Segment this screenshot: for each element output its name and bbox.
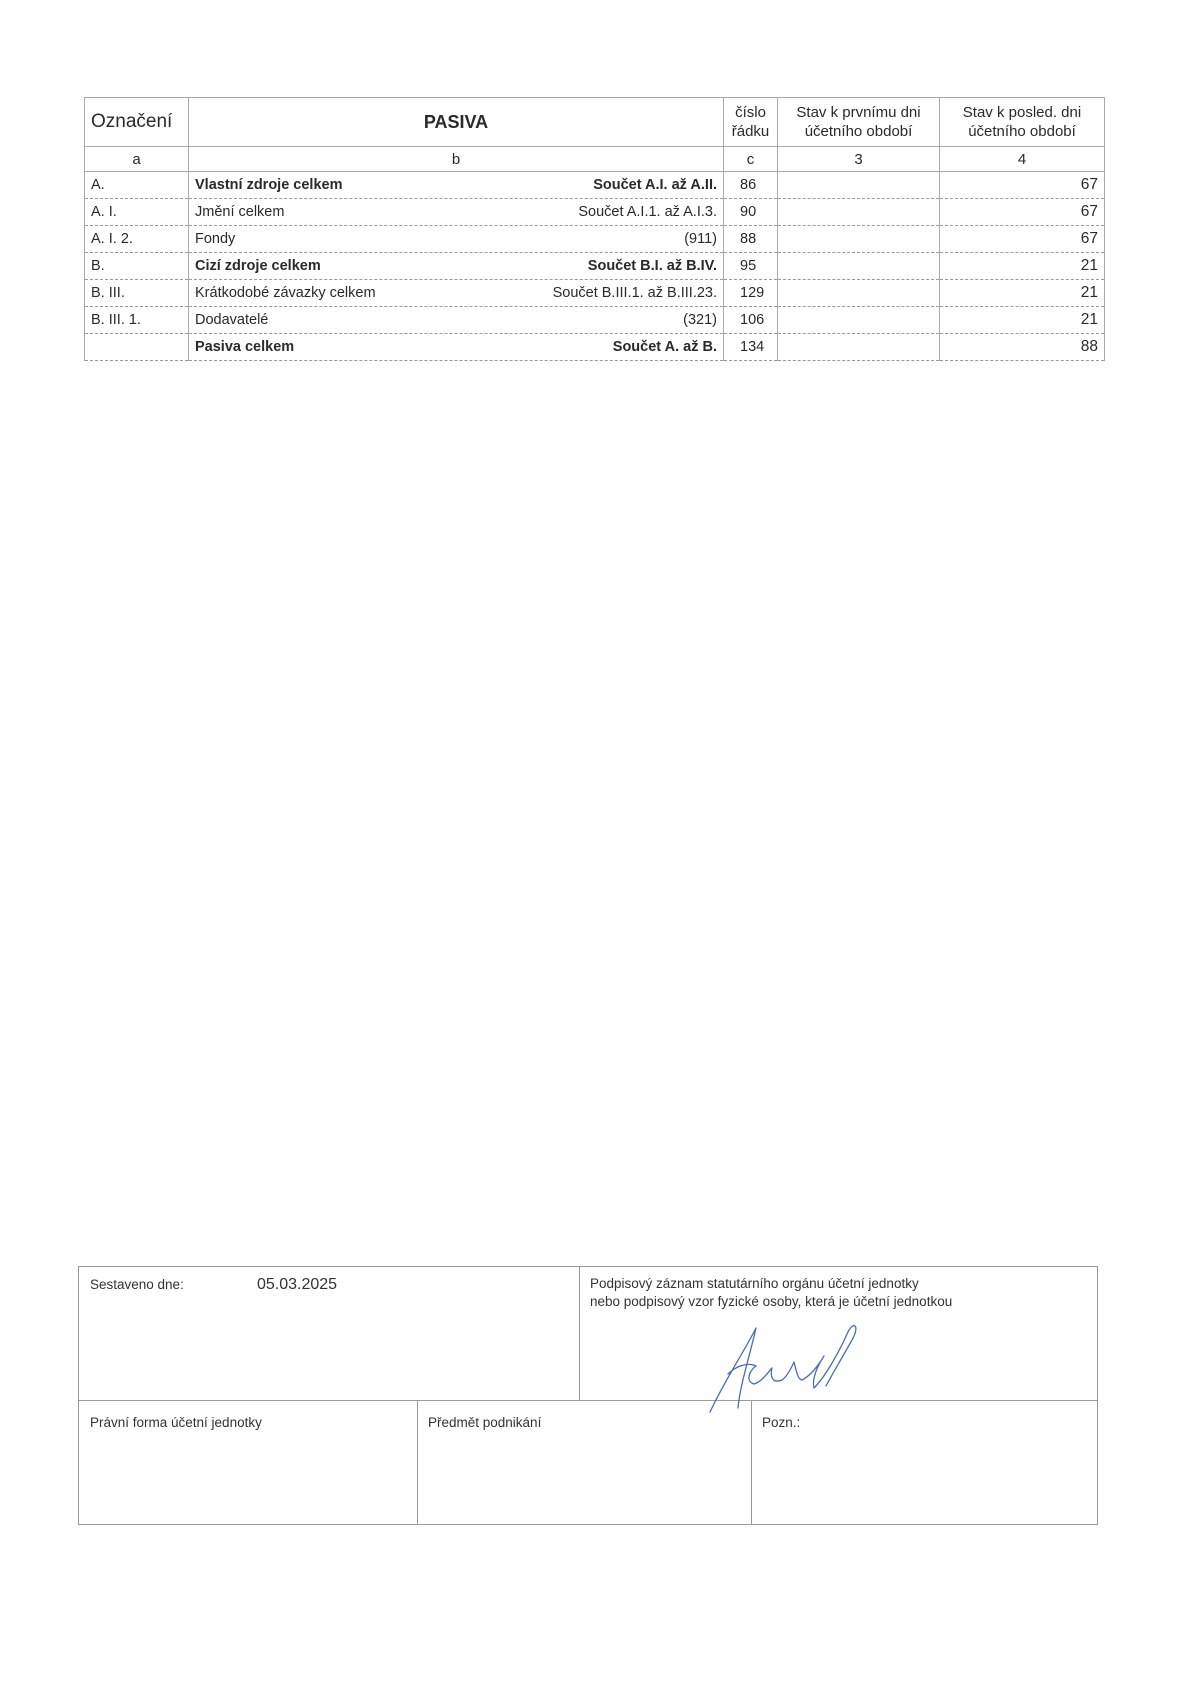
row-line-number: 129 <box>724 280 778 307</box>
row-description <box>189 253 724 280</box>
row-first-value <box>778 334 940 361</box>
header-stav-prvni: Stav k prvnímu dni účetního období <box>778 98 940 147</box>
row-first-value <box>778 280 940 307</box>
row-line-number: 106 <box>724 307 778 334</box>
row-line-number: 95 <box>724 253 778 280</box>
subheader-c: c <box>724 147 778 172</box>
table-row <box>85 280 1105 307</box>
row-description <box>189 226 724 253</box>
table-row <box>85 334 1105 361</box>
legal-form-section <box>79 1401 418 1524</box>
row-description <box>189 280 724 307</box>
row-last-value: 67 <box>940 226 1105 253</box>
row-sum: Součet A.I. až A.II. <box>593 177 717 193</box>
row-last-value: 21 <box>940 280 1105 307</box>
handwritten-signature <box>690 1310 890 1420</box>
table-row <box>85 307 1105 334</box>
row-code: A. <box>85 172 189 199</box>
row-description <box>189 307 724 334</box>
row-line-number: 88 <box>724 226 778 253</box>
compiled-date: 05.03.2025 <box>257 1276 338 1293</box>
row-sum: Součet A.I.1. až A.I.3. <box>578 204 717 220</box>
subheader-b: b <box>189 147 724 172</box>
signature-label-line2: nebo podpisový vzor fyzické osoby, která je účetní jednotkou <box>590 1294 953 1309</box>
table-row <box>85 172 1105 199</box>
row-line-number: 86 <box>724 172 778 199</box>
compiled-section <box>79 1267 580 1400</box>
table-row <box>85 199 1105 226</box>
legal-form-label: Právní forma účetní jednotky <box>90 1415 262 1430</box>
row-name: Pasiva celkem <box>195 339 295 355</box>
row-sum: Součet B.III.1. až B.III.23. <box>552 285 717 301</box>
row-name: Cizí zdroje celkem <box>195 258 321 274</box>
row-name: Fondy <box>195 231 236 247</box>
header-stav-posled: Stav k posled. dni účetního období <box>940 98 1105 147</box>
footer-box <box>78 1266 1098 1525</box>
table-row <box>85 226 1105 253</box>
row-first-value <box>778 172 940 199</box>
row-description <box>189 199 724 226</box>
row-last-value: 67 <box>940 199 1105 226</box>
row-name: Jmění celkem <box>195 204 285 220</box>
row-first-value <box>778 307 940 334</box>
header-pasiva: PASIVA <box>189 98 724 147</box>
subheader-a: a <box>85 147 189 172</box>
subheader-3: 3 <box>778 147 940 172</box>
row-code: A. I. 2. <box>85 226 189 253</box>
row-code <box>85 334 189 361</box>
row-name: Krátkodobé závazky celkem <box>195 285 376 301</box>
row-sum: (911) <box>684 231 717 247</box>
row-sum: Součet A. až B. <box>612 339 717 355</box>
note-label: Pozn.: <box>762 1415 801 1430</box>
row-code: A. I. <box>85 199 189 226</box>
business-subject-label: Předmět podnikání <box>428 1415 542 1430</box>
row-first-value <box>778 226 940 253</box>
subheader-4: 4 <box>940 147 1105 172</box>
row-last-value: 21 <box>940 253 1105 280</box>
row-description <box>189 172 724 199</box>
row-code: B. <box>85 253 189 280</box>
row-description <box>189 334 724 361</box>
table-row <box>85 253 1105 280</box>
row-first-value <box>778 199 940 226</box>
header-oznaceni: Označení <box>85 98 189 147</box>
row-code: B. III. <box>85 280 189 307</box>
row-name: Vlastní zdroje celkem <box>195 177 343 193</box>
row-first-value <box>778 253 940 280</box>
pasiva-table <box>84 97 1105 361</box>
signature-label-line1: Podpisový záznam statutárního orgánu účetní jednotky <box>590 1276 919 1291</box>
row-sum: (321) <box>683 312 717 328</box>
row-last-value: 21 <box>940 307 1105 334</box>
header-cislo-radku: číslo řádku <box>724 98 778 147</box>
row-line-number: 134 <box>724 334 778 361</box>
row-code: B. III. 1. <box>85 307 189 334</box>
row-last-value: 67 <box>940 172 1105 199</box>
compiled-label: Sestaveno dne: <box>90 1277 184 1292</box>
row-line-number: 90 <box>724 199 778 226</box>
row-name: Dodavatelé <box>195 312 269 328</box>
row-last-value: 88 <box>940 334 1105 361</box>
row-sum: Součet B.I. až B.IV. <box>587 258 717 274</box>
